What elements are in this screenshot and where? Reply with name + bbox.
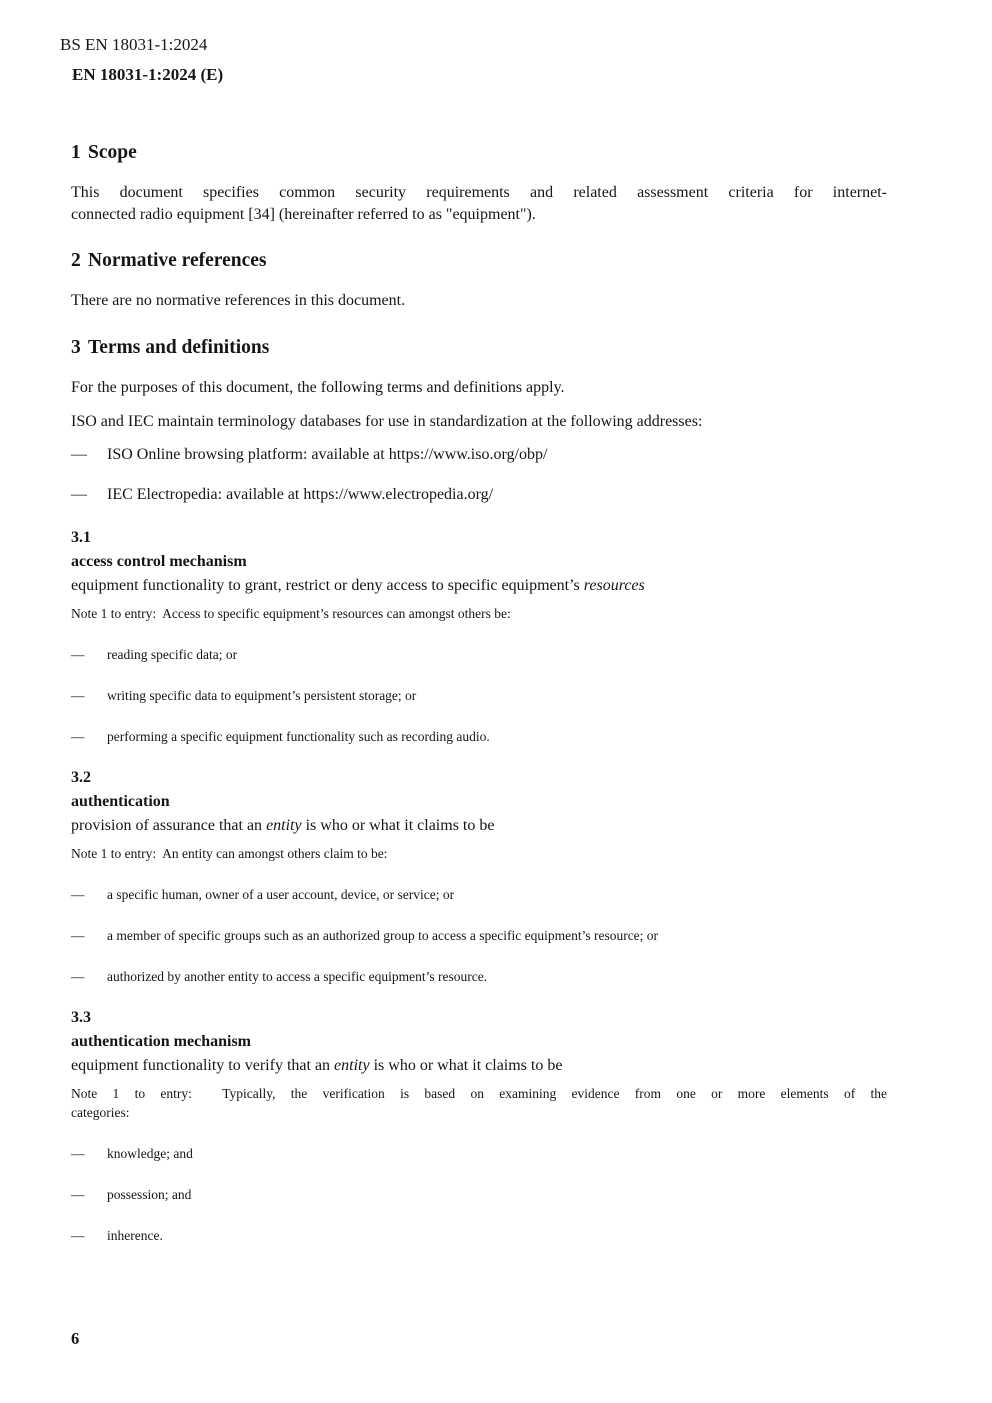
- terminology-databases-paragraph: ISO and IEC maintain terminology databases for use in standardization at the following addresses:: [71, 413, 703, 430]
- note-list-item: [71, 727, 887, 746]
- doc-reference-en: EN 18031-1:2024 (E): [72, 65, 224, 84]
- note-item-text: knowledge; and: [107, 1145, 193, 1161]
- dash-bullet: —: [71, 1227, 85, 1243]
- database-link-text: ISO Online browsing platform: available at https://www.iso.org/obp/: [107, 445, 548, 463]
- dash-bullet: —: [71, 486, 87, 503]
- term-definition: [71, 574, 887, 598]
- note-to-entry: Note 1 to entry: An entity can amongst others claim to be:: [71, 845, 388, 861]
- definition-text: equipment functionality to grant, restrict or deny access to specific equipment’s: [71, 576, 584, 594]
- scope-paragraph-line-1: This document specifies common security requirements and related assessment criteria for internet-: [71, 184, 887, 201]
- dash-bullet: —: [71, 728, 85, 744]
- note-line-1: Note 1 to entry: Typically, the verification is based on examining evidence from one or more elements of the: [71, 1085, 887, 1101]
- section-title: Scope: [88, 142, 137, 163]
- scope-paragraph-line-2: connected radio equipment [34] (hereinafter referred to as "equipment").: [71, 205, 536, 223]
- terms-intro-paragraph: For the purposes of this document, the following terms and definitions apply.: [71, 378, 565, 396]
- term-definition: [71, 1054, 887, 1078]
- definition-italic-term: entity: [334, 1056, 370, 1074]
- section-heading-scope: [71, 139, 887, 166]
- dash-bullet: —: [71, 1145, 85, 1161]
- term-name: authentication: [71, 792, 170, 810]
- note-item-text: writing specific data to equipment’s persistent storage; or: [107, 687, 417, 703]
- definition-italic-term: entity: [266, 816, 302, 834]
- note-line-2: categories:: [71, 1104, 130, 1120]
- section-number: 2: [71, 250, 81, 271]
- term-entry-3-2: [71, 766, 887, 986]
- note-item-text: performing a specific equipment functionality such as recording audio.: [107, 728, 490, 744]
- normative-references-paragraph: There are no normative references in this document.: [71, 292, 406, 309]
- term-name: access control mechanism: [71, 552, 247, 570]
- dash-bullet: —: [71, 927, 85, 943]
- term-number: 3.1: [71, 528, 91, 546]
- note-to-entry: [71, 1084, 887, 1122]
- definition-text: provision of assurance that an: [71, 816, 267, 834]
- note-list-item: [71, 1144, 887, 1163]
- note-list-item: [71, 926, 887, 945]
- term-name: authentication mechanism: [71, 1032, 251, 1050]
- term-number: 3.2: [71, 768, 91, 786]
- definition-text: equipment functionality to verify that an: [71, 1056, 335, 1074]
- definition-italic-term: resources: [583, 576, 645, 594]
- definition-text: is who or what it claims to be: [301, 816, 495, 834]
- database-link-text: IEC Electropedia: available at https://www.electropedia.org/: [107, 486, 494, 503]
- doc-reference-bs: BS EN 18031-1:2024: [60, 35, 208, 54]
- note-item-text: reading specific data; or: [107, 646, 238, 662]
- dash-bullet: —: [71, 1186, 85, 1202]
- note-item-list: [71, 645, 887, 746]
- note-item-text: authorized by another entity to access a specific equipment’s resource.: [107, 968, 488, 984]
- scope-paragraph: [71, 182, 887, 225]
- section-heading-normative-references: [71, 247, 887, 274]
- term-entry-3-1: [71, 526, 887, 746]
- dash-bullet: —: [71, 646, 85, 662]
- page-content: [71, 139, 887, 1245]
- definition-text: is who or what it claims to be: [369, 1056, 563, 1074]
- note-item-text: a member of specific groups such as an authorized group to access a specific equipment’s resource; or: [107, 927, 659, 943]
- note-list-item: [71, 686, 887, 705]
- term-definition: [71, 814, 887, 838]
- note-list-item: [71, 967, 887, 986]
- note-item-list: [71, 885, 887, 986]
- note-list-item: [71, 885, 887, 904]
- note-item-text: a specific human, owner of a user account, device, or service; or: [107, 886, 455, 902]
- note-item-text: inherence.: [107, 1227, 163, 1243]
- note-list-item: [71, 1226, 887, 1245]
- dash-bullet: —: [71, 445, 87, 463]
- note-list-item: [71, 1185, 887, 1204]
- section-number: 1: [71, 142, 81, 163]
- dash-bullet: —: [71, 886, 85, 902]
- note-item-text: possession; and: [107, 1186, 192, 1202]
- dash-bullet: —: [71, 968, 85, 984]
- note-list-item: [71, 645, 887, 664]
- note-item-list: [71, 1144, 887, 1245]
- section-title: Normative references: [88, 250, 267, 271]
- page-number: 6: [71, 1329, 80, 1348]
- dash-bullet: —: [71, 687, 85, 703]
- database-list-item-iec: [71, 484, 887, 506]
- document-header: [60, 0, 992, 86]
- section-heading-terms-and-definitions: [71, 334, 887, 361]
- term-number: 3.3: [71, 1008, 91, 1026]
- note-to-entry: Note 1 to entry: Access to specific equipment’s resources can amongst others be:: [71, 605, 511, 621]
- term-entry-3-3: [71, 1006, 887, 1245]
- database-list-item-iso: [71, 444, 887, 466]
- section-number: 3: [71, 336, 81, 358]
- section-title: Terms and definitions: [88, 336, 270, 358]
